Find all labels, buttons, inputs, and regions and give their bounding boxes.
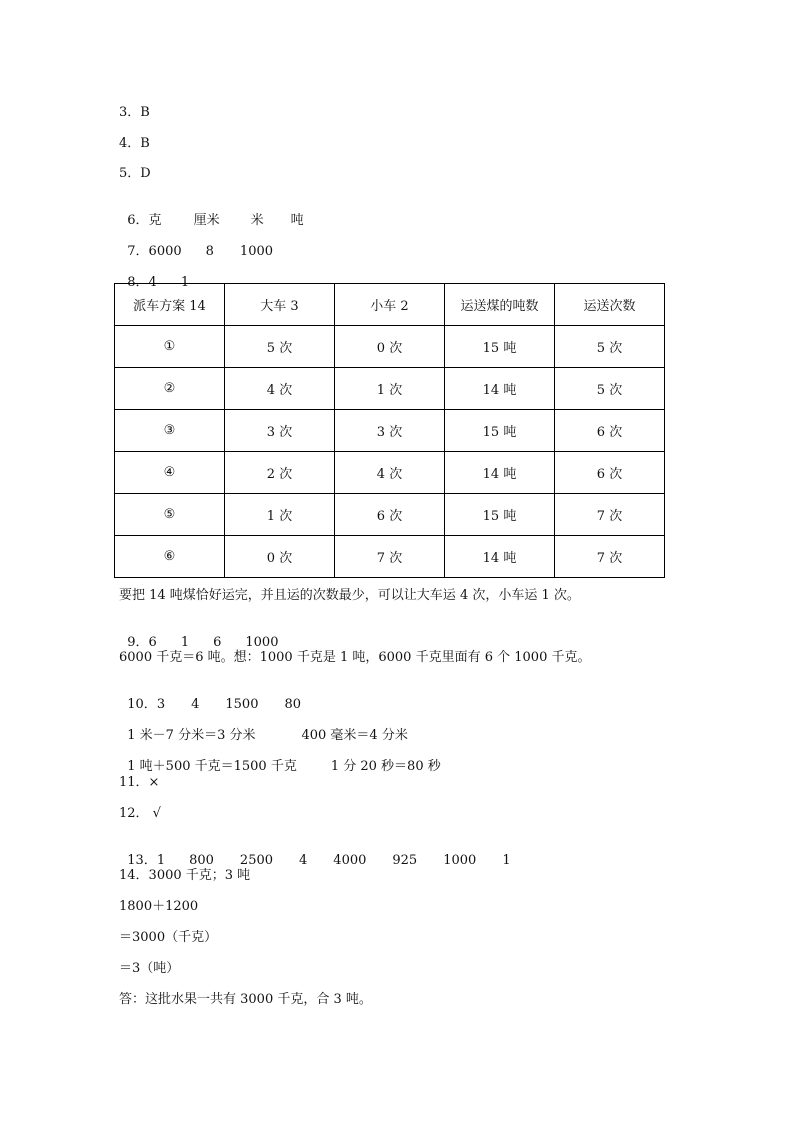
answer-item: 8 bbox=[205, 244, 214, 259]
equation: 1 吨＋500 千克＝1500 千克 bbox=[127, 759, 297, 774]
table-cell: 6 次 bbox=[555, 452, 665, 494]
table-cell: 6 次 bbox=[335, 494, 445, 536]
equation: 1 分 20 秒＝80 秒 bbox=[330, 759, 441, 774]
answer-4: 4．B bbox=[119, 136, 150, 151]
answer-item: 1000 bbox=[245, 635, 279, 650]
answer-item: 1 bbox=[180, 275, 190, 290]
table-cell: 14 吨 bbox=[445, 452, 555, 494]
answer-7 bbox=[119, 228, 274, 259]
answer-item: 4 bbox=[191, 697, 200, 712]
table-row bbox=[115, 494, 665, 536]
table-cell: 6 次 bbox=[555, 410, 665, 452]
table-row bbox=[115, 368, 665, 410]
answer-item: 3 bbox=[156, 697, 166, 712]
table-cell: 2 次 bbox=[225, 452, 335, 494]
answer-8 bbox=[119, 259, 190, 290]
answer-item: 6 bbox=[213, 635, 222, 650]
question-number: 9． bbox=[127, 635, 149, 650]
table-cell: 4 次 bbox=[225, 368, 335, 410]
answer-item: 800 bbox=[189, 853, 214, 868]
answer-14-step-2: ＝3000（千克） bbox=[119, 930, 218, 945]
dispatch-plan-table bbox=[114, 283, 665, 578]
table-cell: 15 吨 bbox=[445, 494, 555, 536]
table-cell: 15 吨 bbox=[445, 326, 555, 368]
table-cell: 15 吨 bbox=[445, 410, 555, 452]
table-header-cell: 大车 3 bbox=[225, 284, 335, 326]
table-cell: 7 次 bbox=[555, 536, 665, 578]
question-number: 10． bbox=[127, 697, 157, 712]
table-cell: 0 次 bbox=[335, 326, 445, 368]
answer-8-conclusion: 要把 14 吨煤恰好运完，并且运的次数最少，可以让大车运 4 次，小车运 1 次。 bbox=[119, 588, 580, 603]
answer-item: 80 bbox=[284, 697, 302, 712]
table-cell: ③ bbox=[115, 410, 225, 452]
answer-item: 925 bbox=[392, 853, 418, 868]
answer-13 bbox=[119, 837, 511, 868]
answer-item: 1500 bbox=[225, 697, 259, 712]
table-cell: 1 次 bbox=[225, 494, 335, 536]
answer-11: 11．× bbox=[119, 775, 160, 790]
answer-9-explanation: 6000 千克＝6 吨。想：1000 千克是 1 吨，6000 千克里面有 6 个 1000 千克。 bbox=[119, 650, 591, 665]
table-row bbox=[115, 326, 665, 368]
table-header-cell: 小车 2 bbox=[335, 284, 445, 326]
table-cell: ④ bbox=[115, 452, 225, 494]
table-cell: 3 次 bbox=[335, 410, 445, 452]
table-cell: 7 次 bbox=[555, 494, 665, 536]
equation: 1 米－7 分米＝3 分米 bbox=[127, 728, 256, 743]
table-cell: 3 次 bbox=[225, 410, 335, 452]
answer-item: 4 bbox=[148, 275, 157, 290]
answer-10 bbox=[119, 681, 302, 712]
answer-3: 3．B bbox=[119, 105, 150, 120]
answer-item: 2500 bbox=[239, 853, 274, 868]
table-cell: ② bbox=[115, 368, 225, 410]
answer-item: 6 bbox=[148, 635, 157, 650]
table-cell: 4 次 bbox=[335, 452, 445, 494]
answer-item: 厘米 bbox=[193, 213, 220, 228]
answer-10-work-1 bbox=[119, 712, 408, 743]
question-number: 7． bbox=[127, 244, 149, 259]
table-cell: 1 次 bbox=[335, 368, 445, 410]
equation: 400 毫米＝4 分米 bbox=[301, 728, 408, 743]
table-cell: 0 次 bbox=[225, 536, 335, 578]
answer-5: 5．D bbox=[119, 166, 151, 181]
question-number: 6． bbox=[127, 213, 149, 228]
answer-item: 克 bbox=[148, 213, 162, 228]
answer-item: 1000 bbox=[239, 244, 274, 259]
answer-14-step-1: 1800＋1200 bbox=[119, 899, 199, 914]
table-cell: 5 次 bbox=[555, 368, 665, 410]
answer-6 bbox=[119, 197, 304, 228]
answer-item: 1 bbox=[502, 853, 511, 868]
table-cell: ① bbox=[115, 326, 225, 368]
table-cell: ⑤ bbox=[115, 494, 225, 536]
question-number: 8． bbox=[127, 275, 149, 290]
answer-10-work-2 bbox=[119, 743, 441, 774]
table-header-cell: 运送煤的吨数 bbox=[445, 284, 555, 326]
table-header-row bbox=[115, 284, 665, 326]
answer-item: 6000 bbox=[148, 244, 182, 259]
answer-14-step-3: ＝3（吨） bbox=[119, 961, 180, 976]
answer-item: 1 bbox=[156, 853, 166, 868]
answer-14: 14．3000 千克；3 吨 bbox=[119, 868, 251, 883]
answer-item: 1 bbox=[180, 635, 190, 650]
table-cell: 7 次 bbox=[335, 536, 445, 578]
answer-item: 吨 bbox=[290, 213, 304, 228]
answer-item: 米 bbox=[250, 213, 264, 228]
table-cell: 14 吨 bbox=[445, 536, 555, 578]
table-row bbox=[115, 536, 665, 578]
answer-item: 1000 bbox=[443, 853, 477, 868]
table-row bbox=[115, 452, 665, 494]
table-header-cell: 派车方案 14 bbox=[115, 284, 225, 326]
question-number: 13． bbox=[127, 853, 157, 868]
table-header-cell: 运送次数 bbox=[555, 284, 665, 326]
answer-item: 4 bbox=[299, 853, 308, 868]
table-cell: 5 次 bbox=[555, 326, 665, 368]
answer-item: 4000 bbox=[333, 853, 367, 868]
answer-9 bbox=[119, 619, 279, 650]
table-cell: 14 吨 bbox=[445, 368, 555, 410]
table-cell: 5 次 bbox=[225, 326, 335, 368]
table-cell: ⑥ bbox=[115, 536, 225, 578]
answer-12: 12． √ bbox=[119, 806, 161, 821]
answer-14-final: 答：这批水果一共有 3000 千克，合 3 吨。 bbox=[119, 992, 372, 1007]
table-row bbox=[115, 410, 665, 452]
